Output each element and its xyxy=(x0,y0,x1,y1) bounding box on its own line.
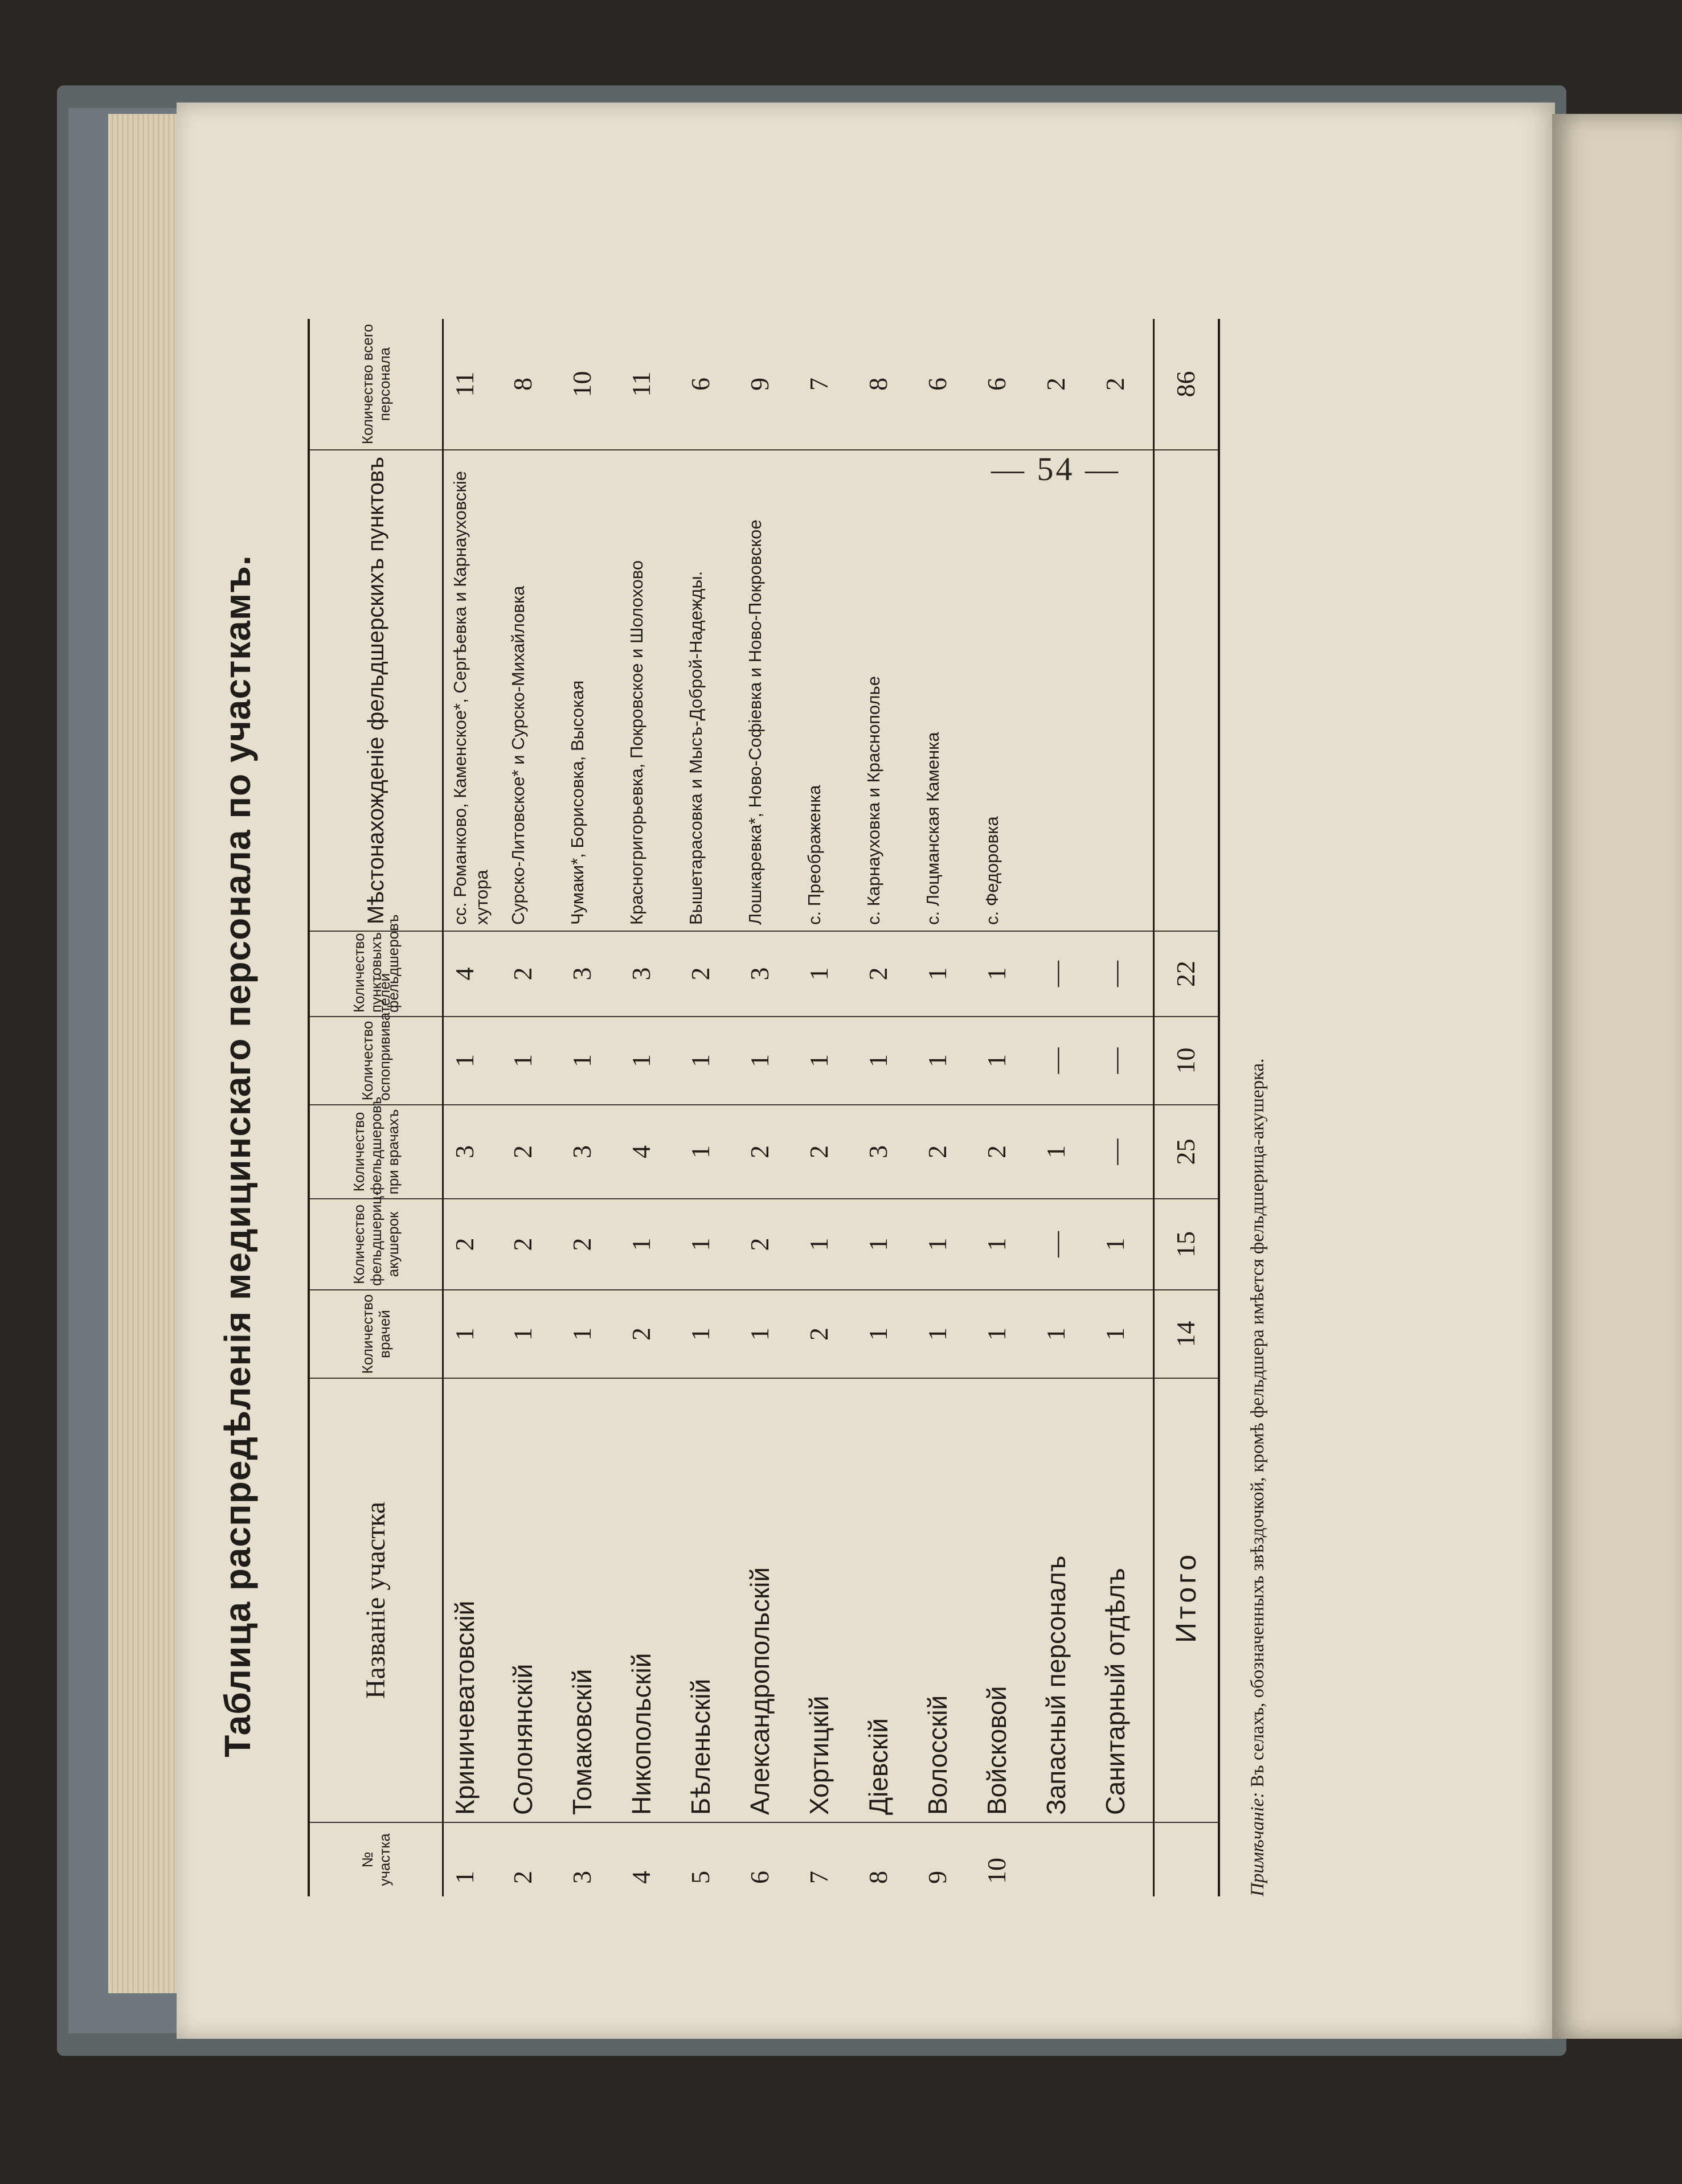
row-midwives: 1 xyxy=(798,1199,857,1290)
row-feldshers-points: 3 xyxy=(739,931,798,1017)
row-feldshers-points: 4 xyxy=(443,931,502,1017)
row-total: 10 xyxy=(561,319,620,450)
totals-feldshers-doctors: 25 xyxy=(1153,1105,1219,1199)
row-location xyxy=(1094,450,1153,931)
row-name: Войсковой xyxy=(976,1378,1035,1822)
table-row xyxy=(1035,319,1094,1896)
row-idx: 5 xyxy=(686,1871,715,1884)
row-feldshers-points: 3 xyxy=(620,931,680,1017)
row-midwives: 2 xyxy=(443,1199,502,1290)
table-row xyxy=(739,319,798,1896)
row-smallpox: 1 xyxy=(916,1017,976,1105)
row-name: Никопольскій xyxy=(620,1378,680,1822)
row-doctors: 1 xyxy=(1035,1290,1094,1378)
row-name: Бѣленьскій xyxy=(680,1378,739,1822)
row-location: сс. Романково, Каменское*, Сергѣевка и Карнауховскіе хутора xyxy=(443,450,502,931)
row-location: Красногригорьевка, Покровское и Шолохово xyxy=(620,450,680,931)
row-feldshers-doctors: 3 xyxy=(857,1105,916,1199)
row-feldshers-doctors: 2 xyxy=(916,1105,976,1199)
row-total: 8 xyxy=(502,319,561,450)
row-name: Криничеватовскій xyxy=(443,1378,502,1822)
header-idx: № участка xyxy=(309,1822,443,1896)
row-feldshers-doctors: 2 xyxy=(976,1105,1035,1199)
table-row xyxy=(443,319,502,1896)
table-row xyxy=(502,319,561,1896)
row-total: 6 xyxy=(976,319,1035,450)
row-total: 8 xyxy=(857,319,916,450)
row-smallpox: 1 xyxy=(798,1017,857,1105)
row-doctors: 1 xyxy=(976,1290,1035,1378)
row-feldshers-points: 3 xyxy=(561,931,620,1017)
row-feldshers-points: — xyxy=(1035,931,1094,1017)
table-title: Таблица распредѣленія медицинскаго персонала по участкамъ. xyxy=(217,555,258,1757)
header-doctors: Количество врачей xyxy=(309,1290,443,1378)
table-row xyxy=(916,319,976,1896)
row-smallpox: 1 xyxy=(680,1017,739,1105)
row-feldshers-points: 1 xyxy=(916,931,976,1017)
row-smallpox: 1 xyxy=(976,1017,1035,1105)
row-midwives: 1 xyxy=(976,1199,1035,1290)
row-feldshers-doctors: 2 xyxy=(739,1105,798,1199)
row-feldshers-points: 1 xyxy=(976,931,1035,1017)
header-name: Названіе участка xyxy=(309,1378,443,1822)
row-location: с. Федоровка xyxy=(976,450,1035,931)
row-smallpox: 1 xyxy=(857,1017,916,1105)
row-doctors: 2 xyxy=(798,1290,857,1378)
row-feldshers-points: 2 xyxy=(857,931,916,1017)
row-midwives: 1 xyxy=(857,1199,916,1290)
totals-midwives: 15 xyxy=(1153,1199,1219,1290)
row-feldshers-points: 2 xyxy=(502,931,561,1017)
row-smallpox: 1 xyxy=(561,1017,620,1105)
row-total: 9 xyxy=(739,319,798,450)
row-name: Діевскій xyxy=(857,1378,916,1822)
row-midwives: 1 xyxy=(680,1199,739,1290)
row-total: 6 xyxy=(916,319,976,450)
row-doctors: 1 xyxy=(857,1290,916,1378)
row-idx: 1 xyxy=(449,1871,479,1884)
row-doctors: 1 xyxy=(443,1290,502,1378)
totals-row xyxy=(1153,319,1219,1896)
table-row xyxy=(798,319,857,1896)
row-location: с. Преображенка xyxy=(798,450,857,931)
header-total: Количество всего персонала xyxy=(309,319,443,450)
row-location: Лошкаревка*, Ново-Софіевка и Ново-Покровское xyxy=(739,450,798,931)
table-header-row xyxy=(309,319,443,1896)
row-doctors: 1 xyxy=(680,1290,739,1378)
row-smallpox: 1 xyxy=(502,1017,561,1105)
totals-smallpox: 10 xyxy=(1153,1017,1219,1105)
page-number: — 54 — xyxy=(991,450,1120,487)
row-location: Сурско-Литовское* и Сурско-Михайловка xyxy=(502,450,561,931)
row-idx: 2 xyxy=(508,1871,537,1884)
row-smallpox: 1 xyxy=(620,1017,680,1105)
row-total: 2 xyxy=(1094,319,1153,450)
row-name: Запасный персоналъ xyxy=(1035,1378,1094,1822)
totals-feldshers-points: 22 xyxy=(1153,931,1219,1017)
row-midwives: 2 xyxy=(739,1199,798,1290)
table-row xyxy=(1094,319,1153,1896)
row-idx xyxy=(1094,1822,1153,1896)
row-smallpox: 1 xyxy=(443,1017,502,1105)
table-row xyxy=(976,319,1035,1896)
row-total: 2 xyxy=(1035,319,1094,450)
row-idx: 7 xyxy=(804,1871,833,1884)
row-midwives: 2 xyxy=(502,1199,561,1290)
row-midwives: 1 xyxy=(916,1199,976,1290)
row-feldshers-doctors: 3 xyxy=(561,1105,620,1199)
row-midwives: 1 xyxy=(1094,1199,1153,1290)
row-midwives: 2 xyxy=(561,1199,620,1290)
row-feldshers-points: — xyxy=(1094,931,1153,1017)
footnote-label: Примѣчаніе: xyxy=(1247,1792,1268,1896)
footnote xyxy=(1247,359,1268,1896)
next-page-edge xyxy=(1552,114,1682,2039)
row-feldshers-doctors: 1 xyxy=(1035,1105,1094,1199)
row-feldshers-doctors: 2 xyxy=(502,1105,561,1199)
row-idx: 8 xyxy=(863,1871,893,1884)
row-name: Александропольскій xyxy=(739,1378,798,1822)
header-feldshers-points: Количество пунктовыхъ фельдшеровъ xyxy=(309,931,443,1017)
row-smallpox: — xyxy=(1035,1017,1094,1105)
row-location: с. Лоцманская Каменка xyxy=(916,450,976,931)
table-row xyxy=(620,319,680,1896)
row-smallpox: 1 xyxy=(739,1017,798,1105)
row-name: Санитарный отдѣлъ xyxy=(1094,1378,1153,1822)
row-doctors: 1 xyxy=(502,1290,561,1378)
row-idx: 6 xyxy=(745,1871,774,1884)
table-row xyxy=(561,319,620,1896)
row-doctors: 1 xyxy=(561,1290,620,1378)
table-row xyxy=(680,319,739,1896)
row-doctors: 2 xyxy=(620,1290,680,1378)
row-midwives: — xyxy=(1035,1199,1094,1290)
row-name: Томаковскій xyxy=(561,1378,620,1822)
row-location: с. Карнауховка и Краснополье xyxy=(857,450,916,931)
row-location xyxy=(1035,450,1094,931)
row-idx: 10 xyxy=(982,1858,1011,1884)
row-total: 11 xyxy=(443,319,502,450)
totals-total: 86 xyxy=(1153,319,1219,450)
page-stack-edge xyxy=(108,114,188,1993)
row-doctors: 1 xyxy=(1094,1290,1153,1378)
row-doctors: 1 xyxy=(916,1290,976,1378)
row-feldshers-doctors: — xyxy=(1094,1105,1153,1199)
row-name: Хортицкій xyxy=(798,1378,857,1822)
row-total: 11 xyxy=(620,319,680,450)
row-idx: 9 xyxy=(923,1871,952,1884)
totals-label: Итого xyxy=(1153,1378,1219,1822)
personnel-table xyxy=(308,319,1220,1896)
row-location: Вышетарасовка и Мысъ-Доброй-Надежды. xyxy=(680,450,739,931)
row-location: Чумаки*, Борисовка, Высокая xyxy=(561,450,620,931)
row-idx xyxy=(1035,1822,1094,1896)
row-idx: 3 xyxy=(567,1871,596,1884)
row-midwives: 1 xyxy=(620,1199,680,1290)
row-feldshers-doctors: 2 xyxy=(798,1105,857,1199)
row-feldshers-doctors: 4 xyxy=(620,1105,680,1199)
row-feldshers-doctors: 3 xyxy=(443,1105,502,1199)
header-location: Мѣстонахожденіе фельдшерскихъ пунктовъ xyxy=(309,450,443,931)
row-name: Солонянскій xyxy=(502,1378,561,1822)
header-midwives: Количество фельдшериц-акушерок xyxy=(309,1199,443,1290)
row-feldshers-points: 2 xyxy=(680,931,739,1017)
row-idx: 4 xyxy=(627,1871,656,1884)
row-doctors: 1 xyxy=(739,1290,798,1378)
header-smallpox: Количество оспопрививателей xyxy=(309,1017,443,1105)
footnote-text: Въ селахъ, обозначенныхъ звѣздочкой, кромѣ фельдшера имѣется фельдшерица-акушерка. xyxy=(1247,1058,1268,1788)
rotated-table-block xyxy=(216,319,1287,1896)
table-row xyxy=(857,319,916,1896)
row-smallpox: — xyxy=(1094,1017,1153,1105)
row-feldshers-doctors: 1 xyxy=(680,1105,739,1199)
totals-doctors: 14 xyxy=(1153,1290,1219,1378)
row-total: 6 xyxy=(680,319,739,450)
header-feldshers-doctors: Количество фельдшеровъ при врачахъ xyxy=(309,1105,443,1199)
row-name: Волосскій xyxy=(916,1378,976,1822)
row-feldshers-points: 1 xyxy=(798,931,857,1017)
row-total: 7 xyxy=(798,319,857,450)
